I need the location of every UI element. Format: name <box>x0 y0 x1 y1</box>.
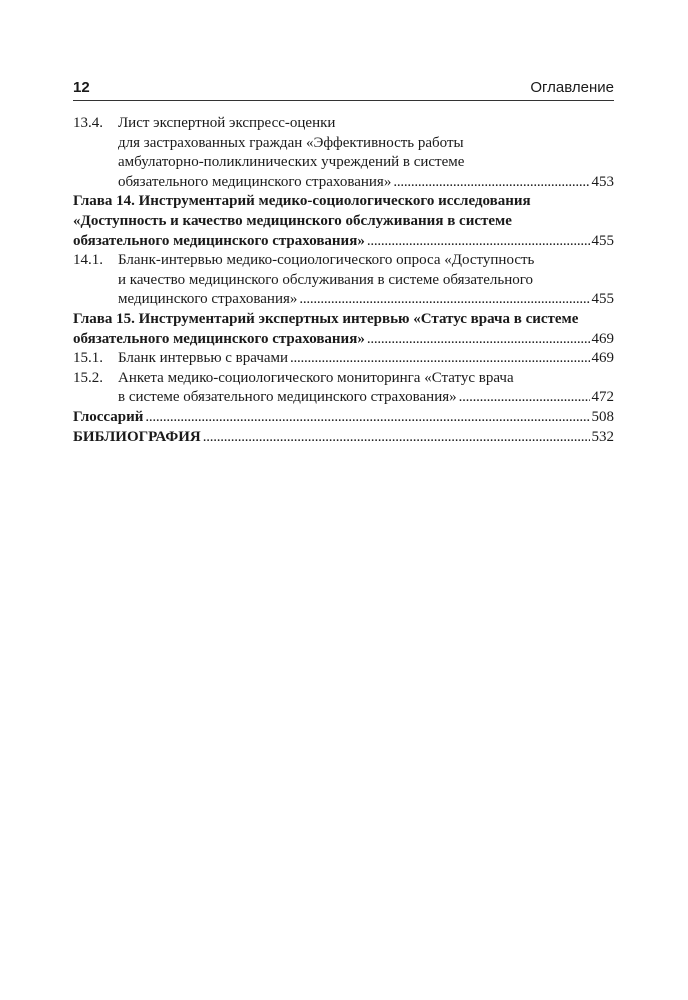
dot-leader <box>367 232 590 252</box>
chapter-title-line: Глава 14. Инструментарий медико-социологического исследования <box>73 193 531 210</box>
entry-text-line: медицинского страхования» <box>118 291 298 308</box>
section-number: 15.2. <box>73 369 103 386</box>
entry-page-number: 532 <box>591 428 614 445</box>
entry-page-number: 455 <box>591 291 614 308</box>
entry-text-line: Бланк-интервью медико-социологического опроса «Доступность <box>118 252 535 269</box>
chapter-title-line: «Доступность и качество медицинского обслуживания в системе <box>73 212 512 229</box>
chapter-title-line: обязательного медицинского страхования» <box>73 232 365 249</box>
dot-leader <box>299 290 589 310</box>
dot-leader <box>367 330 590 350</box>
entry-page-number: 455 <box>591 232 614 249</box>
running-title: Оглавление <box>530 79 614 96</box>
entry-text-line: Анкета медико-социологического мониторинга «Статус врача <box>118 369 514 386</box>
chapter-title-line: обязательного медицинского страхования» <box>73 330 365 347</box>
dot-leader <box>290 349 589 369</box>
entry-text-line: и качество медицинского обслуживания в системе обязательного <box>118 271 534 288</box>
dot-leader <box>393 173 589 193</box>
section-number: 15.1. <box>73 350 103 367</box>
running-header <box>73 78 614 101</box>
toc-entry-glossary[interactable] <box>73 408 614 428</box>
toc-entry-15-2[interactable] <box>73 369 614 408</box>
toc-entry-15-1[interactable] <box>73 349 614 369</box>
entry-text-line: обязательного медицинского страхования» <box>118 173 392 190</box>
dot-leader <box>459 388 590 408</box>
toc-chapter-15[interactable] <box>73 310 614 349</box>
toc-entry-13-4[interactable] <box>73 114 614 192</box>
entry-text-line: Лист экспертной экспресс-оценки <box>118 115 336 131</box>
chapter-title-line: Глава 15. Инструментарий экспертных интервью «Статус врача в системе <box>73 310 579 327</box>
toc-entry-bibliography[interactable] <box>73 428 614 448</box>
entry-text-line: Бланк интервью с врачами <box>118 350 289 367</box>
dot-leader <box>145 408 589 428</box>
glossary-title: Глоссарий <box>73 408 144 425</box>
toc-entry-14-1[interactable] <box>73 251 614 310</box>
entry-text-line: амбулаторно-поликлинических учреждений в системе <box>118 154 465 171</box>
section-number: 13.4. <box>73 115 103 131</box>
entry-page-number: 469 <box>591 350 614 367</box>
dot-leader <box>203 428 590 448</box>
table-of-contents <box>73 114 614 447</box>
entry-page-number: 469 <box>591 330 614 347</box>
entry-page-number: 472 <box>591 389 614 406</box>
entry-text-line: в системе обязательного медицинского страхования» <box>118 389 457 406</box>
entry-text-line: для застрахованных граждан «Эффективность работы <box>118 134 464 151</box>
entry-page-number: 453 <box>591 173 614 190</box>
section-number: 14.1. <box>73 252 103 269</box>
toc-chapter-14[interactable] <box>73 192 614 251</box>
bibliography-title: БИБЛИОГРАФИЯ <box>73 428 201 445</box>
page-number: 12 <box>73 79 90 96</box>
entry-page-number: 508 <box>591 408 614 425</box>
